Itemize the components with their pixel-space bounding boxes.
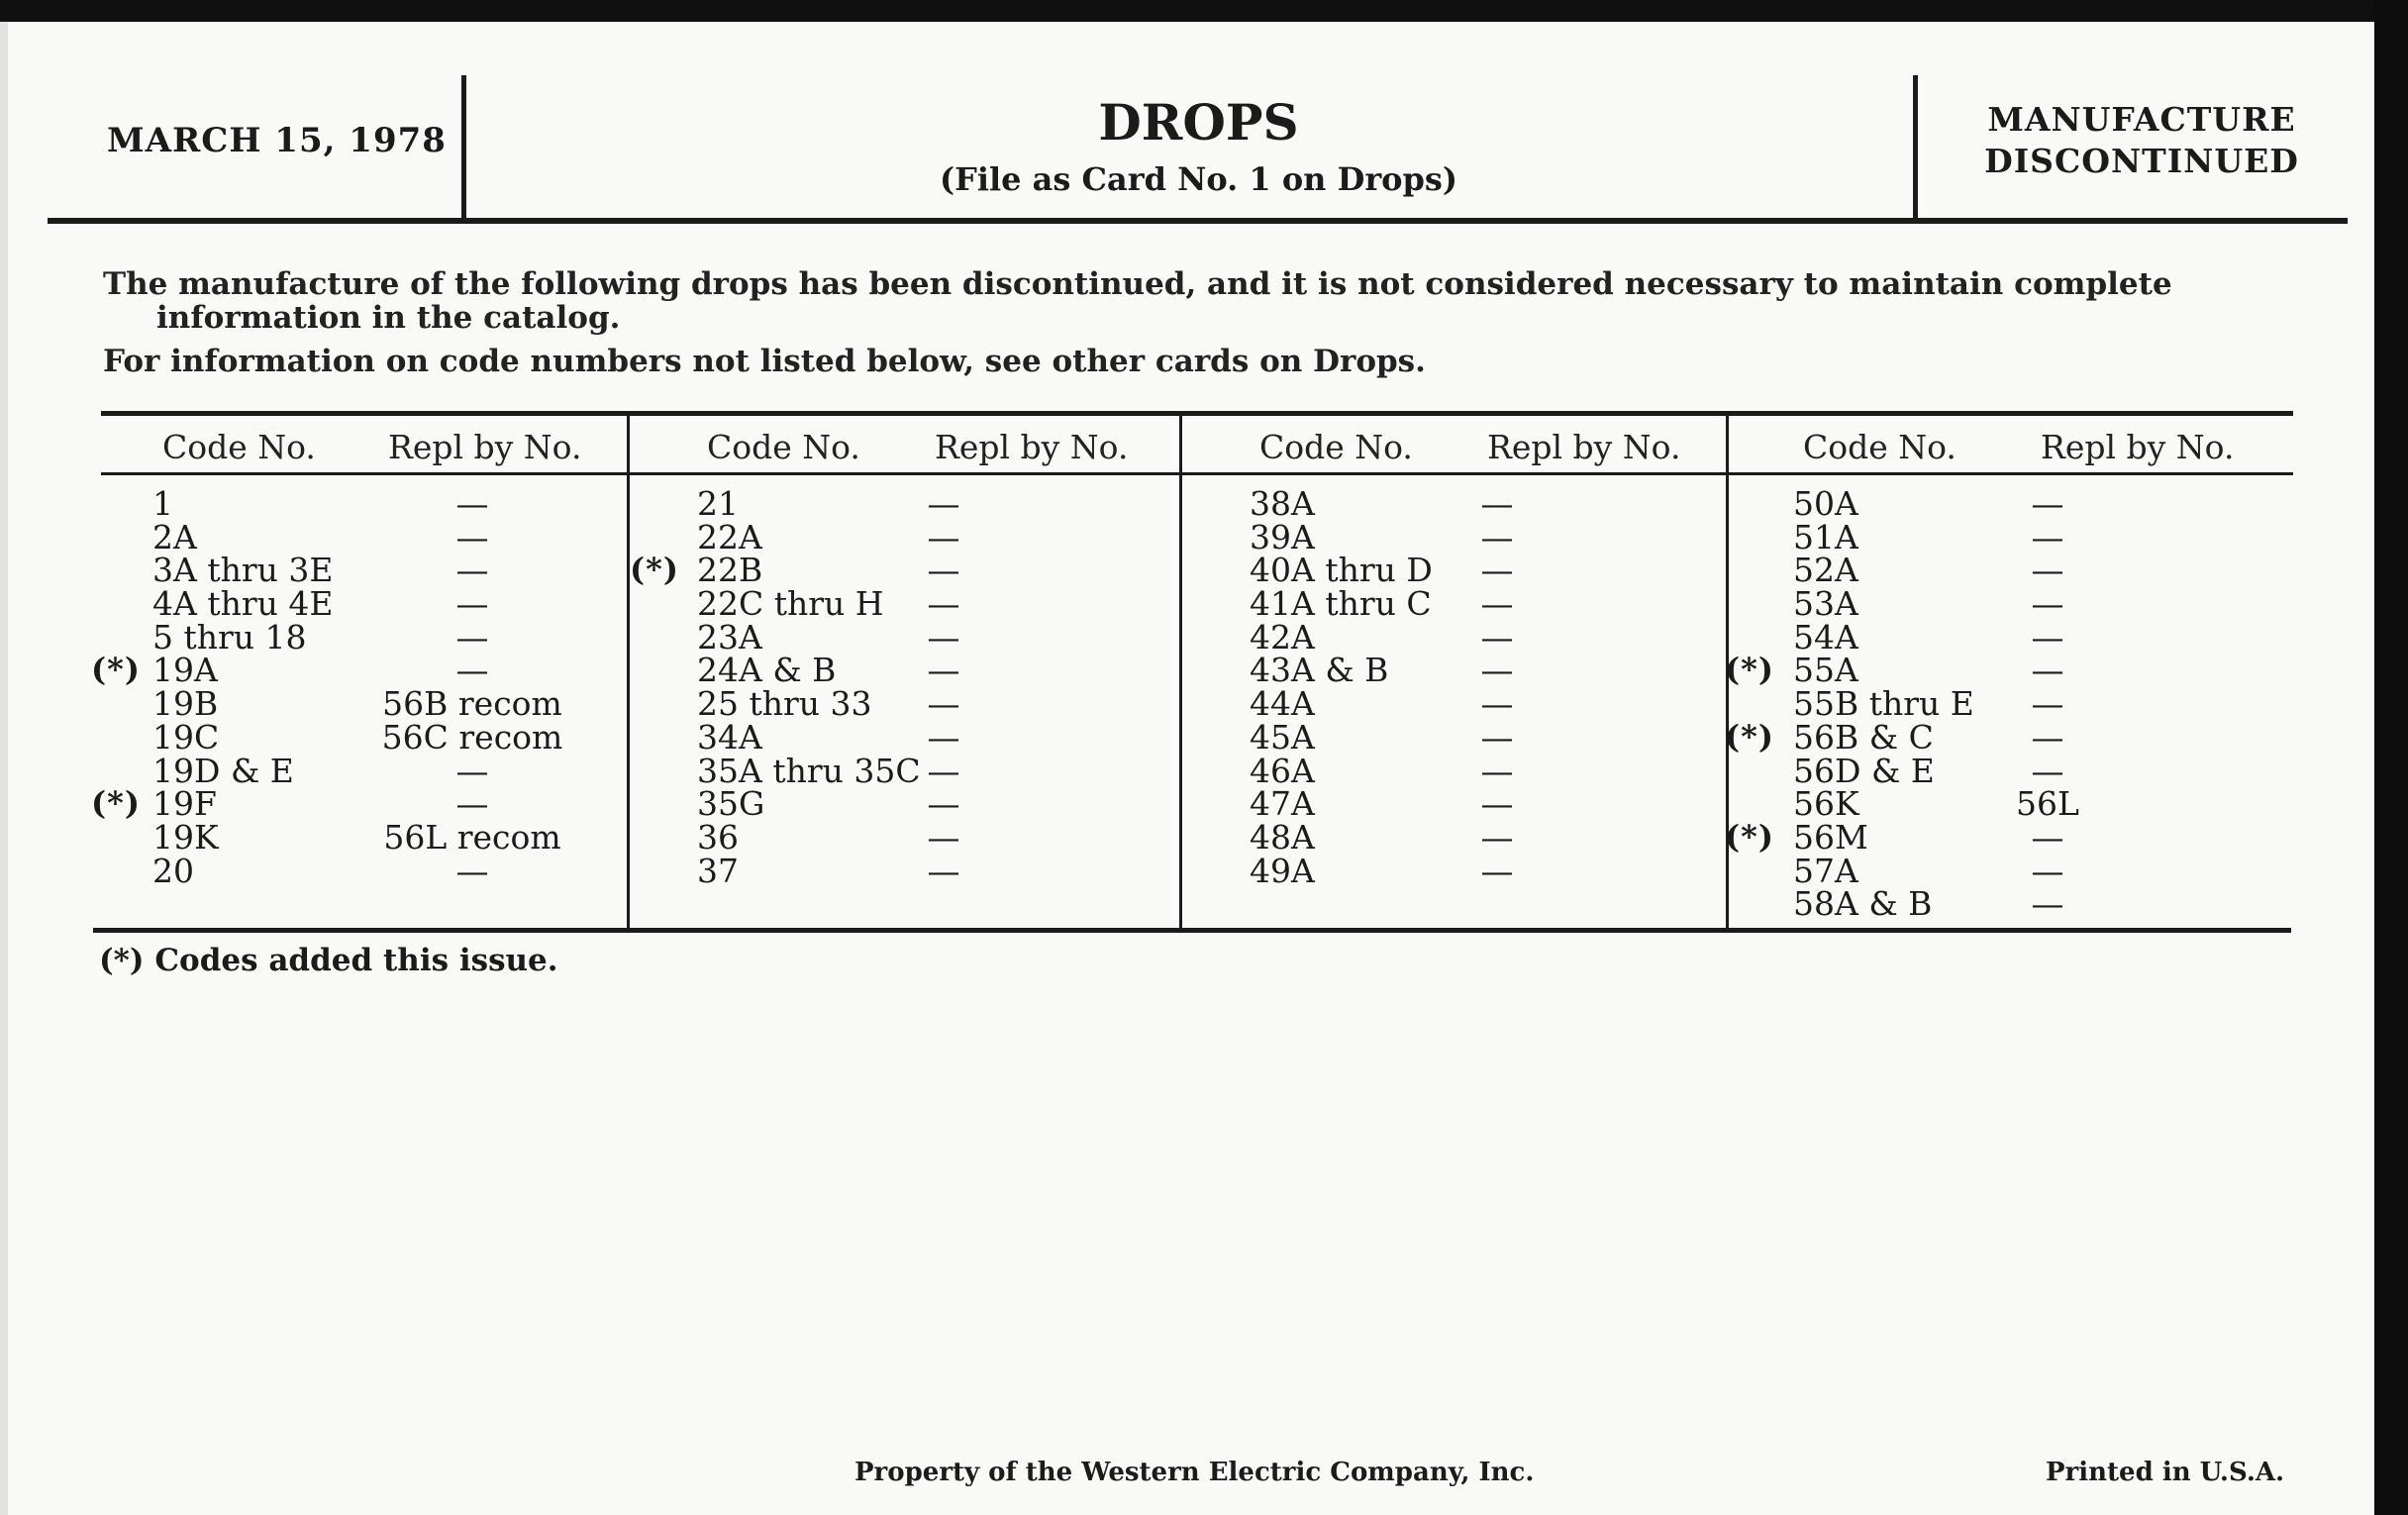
code-number: 22A xyxy=(697,517,762,556)
code-number: 47A xyxy=(1250,784,1315,824)
code-number: 34A xyxy=(697,717,762,757)
code-number: 37 xyxy=(697,851,739,890)
repl-by-no-header: Repl by No. xyxy=(1487,428,1681,466)
replacement-number: — xyxy=(927,551,960,590)
added-this-issue-marker: (*) xyxy=(1725,817,1775,856)
code-number: 35A thru 35C xyxy=(697,751,921,790)
repl-by-no-header: Repl by No. xyxy=(2041,428,2235,466)
replacement-number: — xyxy=(927,717,960,757)
scan-left-edge xyxy=(0,22,8,1515)
added-this-issue-marker: (*) xyxy=(91,784,142,823)
replacement-number: — xyxy=(1480,584,1514,624)
code-number: 20 xyxy=(152,851,194,890)
code-number: 48A xyxy=(1250,817,1315,857)
footnote: (*) Codes added this issue. xyxy=(99,943,558,978)
code-no-header: Code No. xyxy=(1259,428,1413,466)
code-number: 19C xyxy=(152,717,220,757)
replacement-number: — xyxy=(1480,684,1514,724)
code-number: 53A xyxy=(1793,584,1858,624)
replacement-number: — xyxy=(455,784,489,824)
code-number: 46A xyxy=(1250,751,1315,790)
code-number: 56D & E xyxy=(1793,751,1935,790)
replacement-number: — xyxy=(1480,784,1514,824)
code-number: 2A xyxy=(152,517,197,556)
header-divider-left xyxy=(461,75,466,219)
code-number: 22B xyxy=(697,551,763,590)
code-number: 23A xyxy=(697,617,762,656)
replacement-number: — xyxy=(2031,617,2064,656)
header-divider-right xyxy=(1913,75,1918,219)
replacement-number: — xyxy=(2031,751,2064,790)
replacement-number: — xyxy=(2031,717,2064,757)
replacement-number: — xyxy=(1480,817,1514,857)
printed-notice: Printed in U.S.A. xyxy=(2046,1458,2285,1487)
code-number: 50A xyxy=(1793,484,1858,523)
code-number: 56B & C xyxy=(1793,717,1934,757)
replacement-number: — xyxy=(455,484,489,523)
code-number: 44A xyxy=(1250,684,1315,724)
replacement-number: 56B recom xyxy=(382,684,562,724)
code-number: 54A xyxy=(1793,617,1858,656)
replacement-number: — xyxy=(2031,584,2064,624)
code-number: 21 xyxy=(697,484,739,523)
replacement-number: — xyxy=(927,851,960,890)
replacement-number: — xyxy=(927,484,960,523)
code-number: 24A & B xyxy=(697,651,837,690)
replacement-number: — xyxy=(927,684,960,724)
status-label xyxy=(1934,99,2350,182)
code-number: 25 thru 33 xyxy=(697,684,872,724)
code-number: 56M xyxy=(1793,817,1868,857)
code-number: 4A thru 4E xyxy=(152,584,334,624)
issue-date: MARCH 15, 1978 xyxy=(107,121,447,160)
code-number: 19F xyxy=(152,784,217,824)
code-number: 40A thru D xyxy=(1250,551,1433,590)
replacement-number: — xyxy=(2031,851,2064,890)
code-no-header: Code No. xyxy=(1803,428,1956,466)
code-number: 58A & B xyxy=(1793,884,1933,924)
property-notice: Property of the Western Electric Company, Inc. xyxy=(854,1458,1535,1487)
replacement-number: — xyxy=(1480,484,1514,523)
replacement-number: — xyxy=(455,617,489,656)
replacement-number: — xyxy=(2031,651,2064,690)
code-no-header: Code No. xyxy=(707,428,860,466)
added-this-issue-marker: (*) xyxy=(1725,717,1775,756)
status-line-2: DISCONTINUED xyxy=(1984,142,2299,180)
repl-by-no-header: Repl by No. xyxy=(388,428,582,466)
replacement-number: — xyxy=(455,584,489,624)
code-number: 57A xyxy=(1793,851,1858,890)
replacement-number: — xyxy=(927,817,960,857)
replacement-number: 56C recom xyxy=(381,717,563,757)
replacement-number: — xyxy=(2031,817,2064,857)
replacement-number: — xyxy=(455,517,489,556)
replacement-number: — xyxy=(1480,751,1514,790)
code-number: 19A xyxy=(152,651,218,690)
scan-right-border xyxy=(2374,0,2408,1515)
table-top-rule xyxy=(101,411,2293,416)
code-number: 38A xyxy=(1250,484,1315,523)
replacement-number: — xyxy=(2031,517,2064,556)
replacement-number: — xyxy=(1480,651,1514,690)
replacement-number: — xyxy=(927,617,960,656)
replacement-number: — xyxy=(927,751,960,790)
code-number: 43A & B xyxy=(1250,651,1389,690)
code-number: 55B thru E xyxy=(1793,684,1974,724)
replacement-number: — xyxy=(927,651,960,690)
replacement-number: — xyxy=(455,651,489,690)
code-number: 56K xyxy=(1793,784,1859,824)
added-this-issue-marker: (*) xyxy=(91,651,142,689)
code-number: 51A xyxy=(1793,517,1858,556)
replacement-number: — xyxy=(927,784,960,824)
scan-top-border xyxy=(0,0,2408,22)
replacement-number: — xyxy=(927,584,960,624)
replacement-number: — xyxy=(1480,517,1514,556)
card-subtitle: (File as Card No. 1 on Drops) xyxy=(939,160,1458,198)
replacement-number: — xyxy=(2031,551,2064,590)
column-divider xyxy=(627,416,630,931)
code-number: 39A xyxy=(1250,517,1315,556)
code-number: 3A thru 3E xyxy=(152,551,334,590)
code-number: 19K xyxy=(152,817,219,857)
replacement-number: — xyxy=(455,851,489,890)
intro-paragraph-1: The manufacture of the following drops has been discontinued, and it is not considered necessary to maintain complete information in the catalog. xyxy=(103,266,2172,336)
replacement-number: — xyxy=(1480,851,1514,890)
replacement-number: 56L xyxy=(2016,784,2079,824)
replacement-number: — xyxy=(1480,617,1514,656)
code-number: 55A xyxy=(1793,651,1858,690)
code-no-header: Code No. xyxy=(162,428,316,466)
column-divider xyxy=(1179,416,1182,931)
code-number: 41A thru C xyxy=(1250,584,1432,624)
added-this-issue-marker: (*) xyxy=(1725,651,1775,689)
code-number: 45A xyxy=(1250,717,1315,757)
card-title: DROPS xyxy=(1098,93,1299,152)
replacement-number: 56L recom xyxy=(383,817,561,857)
replacement-number: — xyxy=(1480,551,1514,590)
code-number: 22C thru H xyxy=(697,584,884,624)
repl-by-no-header: Repl by No. xyxy=(935,428,1129,466)
replacement-number: — xyxy=(455,551,489,590)
added-this-issue-marker: (*) xyxy=(630,551,680,589)
code-number: 5 thru 18 xyxy=(152,617,307,656)
code-number: 19D & E xyxy=(152,751,294,790)
header-rule xyxy=(48,218,2348,224)
replacement-number: — xyxy=(1480,717,1514,757)
replacement-number: — xyxy=(927,517,960,556)
intro-text xyxy=(103,267,2296,378)
status-line-1: MANUFACTURE xyxy=(1987,100,2296,139)
table-header-rule xyxy=(101,472,2293,475)
code-number: 1 xyxy=(152,484,173,523)
code-number: 42A xyxy=(1250,617,1315,656)
replacement-number: — xyxy=(2031,884,2064,924)
intro-paragraph-2: For information on code numbers not listed below, see other cards on Drops. xyxy=(103,344,1426,379)
replacement-number: — xyxy=(2031,684,2064,724)
table-bottom-rule xyxy=(93,928,2291,933)
code-number: 36 xyxy=(697,817,739,857)
code-number: 52A xyxy=(1793,551,1858,590)
replacement-number: — xyxy=(455,751,489,790)
code-number: 19B xyxy=(152,684,219,724)
replacement-number: — xyxy=(2031,484,2064,523)
code-number: 49A xyxy=(1250,851,1315,890)
catalog-card xyxy=(8,22,2374,1515)
code-number: 35G xyxy=(697,784,765,824)
